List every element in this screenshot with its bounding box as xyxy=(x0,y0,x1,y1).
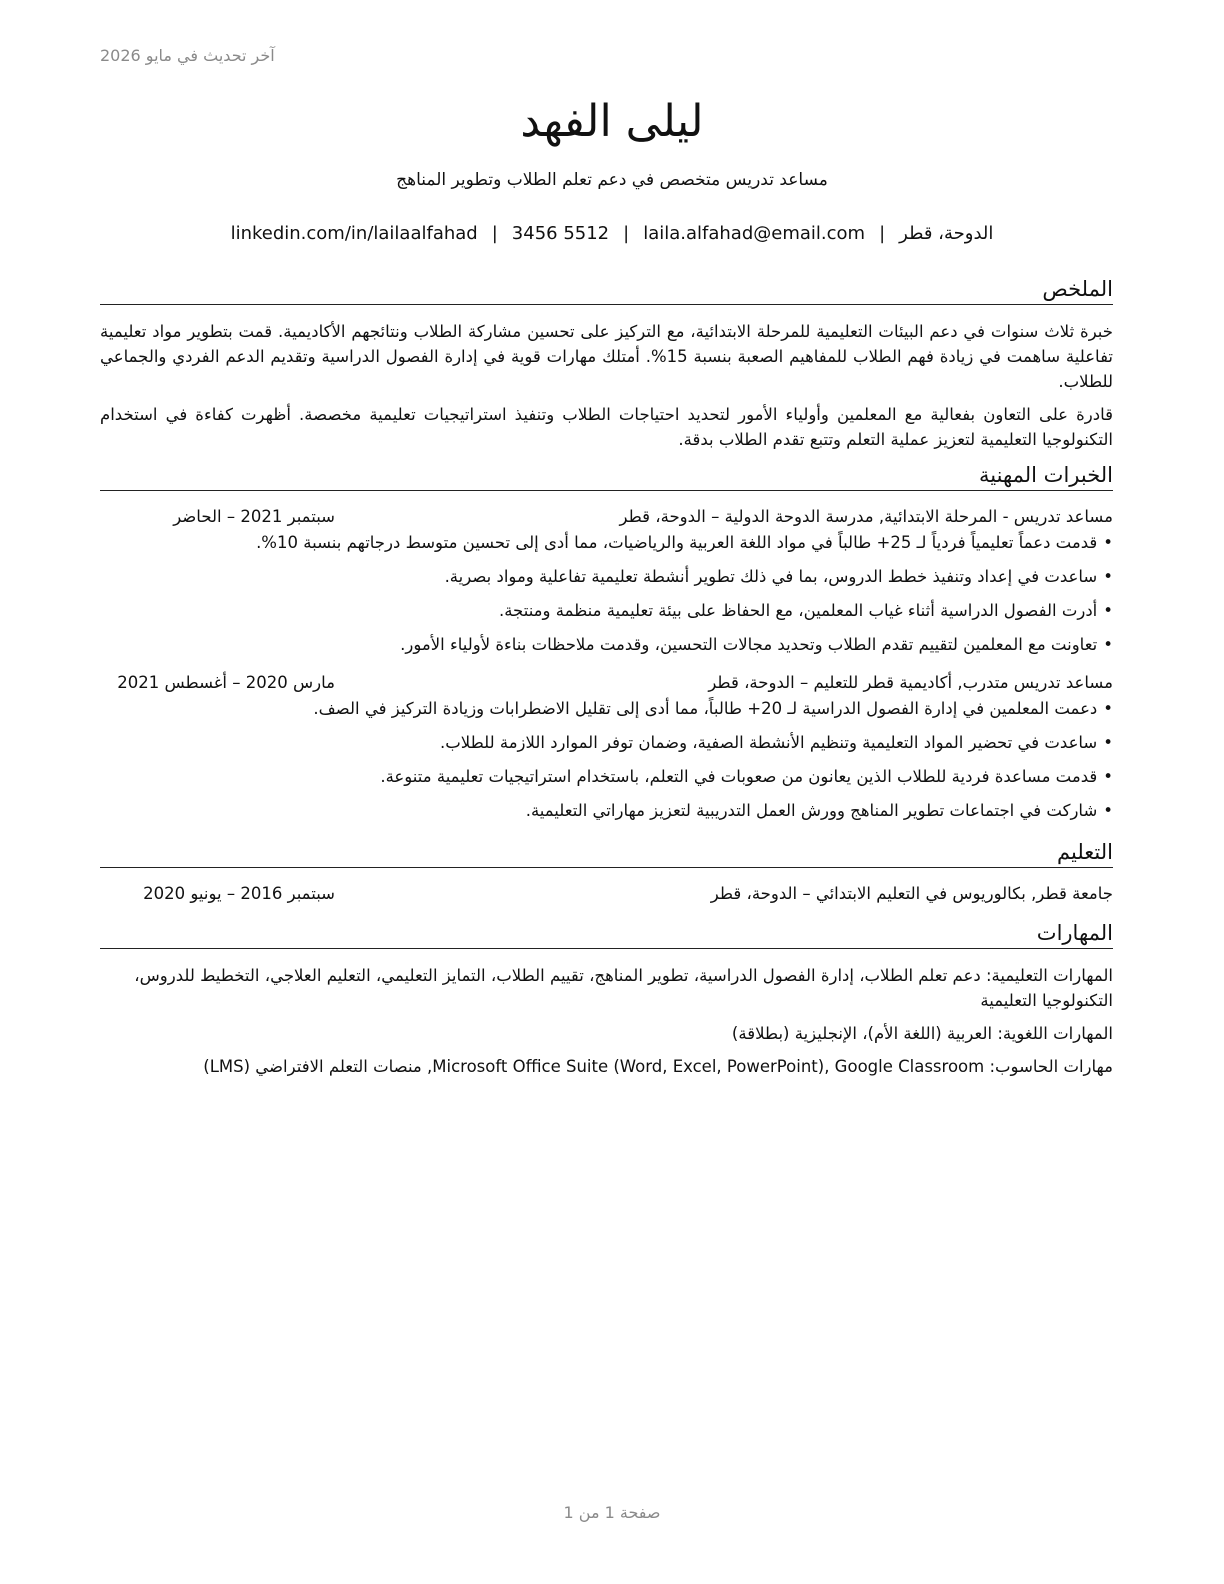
bullet-text: أدرت الفصول الدراسية أثناء غياب المعلمين، مع الحفاظ على بيئة تعليمية منظمة ومنتجة. xyxy=(498,601,1098,620)
list-item: •دعمت المعلمين في إدارة الفصول الدراسية لـ 20+ طالباً، مما أدى إلى تقليل الاضطرابات وزيادة التركيز في الصف. xyxy=(313,699,1113,718)
list-item: •ساعدت في تحضير المواد التعليمية وتنظيم الأنشطة الصفية، وضمان توفر الموارد اللازمة للطلاب. xyxy=(439,733,1113,752)
education-section xyxy=(100,837,1113,906)
resume-body xyxy=(100,274,1113,1087)
job-dates: مارس 2020 – أغسطس 2021 xyxy=(117,673,335,692)
bullet-text: تعاونت مع المعلمين لتقييم تقدم الطلاب وتحديد مجالات التحسين، وقدمت ملاحظات بناءة لأولياء الأمور. xyxy=(400,635,1098,654)
job-header xyxy=(100,671,1113,695)
contact-email[interactable]: laila.alfahad@email.com xyxy=(643,223,866,244)
contact-separator: | xyxy=(623,223,630,244)
skills-section xyxy=(100,918,1113,1079)
job-title: مساعد تدريس - المرحلة الابتدائية, مدرسة الدوحة الدولية – الدوحة، قطر xyxy=(619,507,1113,526)
last-updated-text: آخر تحديث في مايو 2026 xyxy=(100,46,275,65)
summary-paragraph: خبرة ثلاث سنوات في دعم البيئات التعليمية للمرحلة الابتدائية، مع التركيز على تحسين مشاركة الطلاب ونتائجهم الأكاديمية. قمت بتطوير مواد تعليمية تفاعلية ساهمت في زيادة فهم الطلاب للمفاهيم الصعبة بنسبة 15%. أمتلك مهارات قوية في إدارة الفصول الدراسية وتقديم الدعم الفردي والجماعي للطلاب. xyxy=(100,322,1114,391)
bullet-text: دعمت المعلمين في إدارة الفصول الدراسية لـ 20+ طالباً، مما أدى إلى تقليل الاضطرابات وزيادة التركيز في الصف. xyxy=(313,699,1098,718)
list-item: •شاركت في اجتماعات تطوير المناهج وورش العمل التدريبية لتعزيز مهاراتي التعليمية. xyxy=(525,801,1113,820)
summary-heading: الملخص xyxy=(100,274,1113,305)
contact-phone[interactable]: 3456 5512 xyxy=(511,223,610,244)
list-item: •ساعدت في إعداد وتنفيذ خطط الدروس، بما في ذلك تطوير أنشطة تعليمية تفاعلية ومواد بصرية. xyxy=(444,567,1113,586)
experience-heading: الخبرات المهنية xyxy=(100,460,1113,491)
contact-separator: | xyxy=(491,223,498,244)
tagline: مساعد تدريس متخصص في دعم تعلم الطلاب وتطوير المناهج xyxy=(396,170,828,190)
bullet-text: قدمت دعماً تعليمياً فردياً لـ 25+ طالباً في مواد اللغة العربية والرياضيات، مما أدى إلى تحسين متوسط درجاتهم بنسبة 10%. xyxy=(256,533,1098,552)
experience-section xyxy=(100,460,1113,823)
job-dates: سبتمبر 2021 – الحاضر xyxy=(173,507,335,526)
education-heading: التعليم xyxy=(100,837,1113,868)
bullet-text: قدمت مساعدة فردية للطلاب الذين يعانون من صعوبات في التعلم، باستخدام استراتيجيات تعليمية متنوعة. xyxy=(380,767,1098,786)
summary-paragraph: قادرة على التعاون بفعالية مع المعلمين وأولياء الأمور لتحديد احتياجات الطلاب وتنفيذ استراتيجيات تعليمية مخصصة. أظهرت كفاءة في استخدام التكنولوجيا التعليمية لتعزيز عملية التعلم وتتبع تقدم الطلاب بدقة. xyxy=(100,405,1113,449)
summary-section xyxy=(100,274,1113,452)
page-number: صفحة 1 من 1 xyxy=(563,1503,661,1522)
job-bullets xyxy=(100,531,1113,657)
contact-linkedin[interactable]: linkedin.com/in/lailaalfahad xyxy=(230,223,478,244)
list-item: •قدمت مساعدة فردية للطلاب الذين يعانون من صعوبات في التعلم، باستخدام استراتيجيات تعليمية متنوعة. xyxy=(380,767,1113,786)
bullet-text: ساعدت في إعداد وتنفيذ خطط الدروس، بما في ذلك تطوير أنشطة تعليمية تفاعلية ومواد بصرية. xyxy=(444,567,1098,586)
job-bullets xyxy=(100,697,1113,823)
list-item: •تعاونت مع المعلمين لتقييم تقدم الطلاب وتحديد مجالات التحسين، وقدمت ملاحظات بناءة لأولياء الأمور. xyxy=(400,635,1113,654)
job-entry xyxy=(100,505,1113,657)
list-item: •قدمت دعماً تعليمياً فردياً لـ 25+ طالباً في مواد اللغة العربية والرياضيات، مما أدى إلى تحسين متوسط درجاتهم بنسبة 10%. xyxy=(256,533,1113,552)
list-item: •أدرت الفصول الدراسية أثناء غياب المعلمين، مع الحفاظ على بيئة تعليمية منظمة ومنتجة. xyxy=(498,601,1113,620)
skills-line: المهارات اللغوية: العربية (اللغة الأم)، الإنجليزية (بطلاقة) xyxy=(731,1024,1113,1043)
job-header xyxy=(100,505,1113,529)
contact-location: الدوحة، قطر xyxy=(899,223,994,244)
bullet-text: ساعدت في تحضير المواد التعليمية وتنظيم الأنشطة الصفية، وضمان توفر الموارد اللازمة للطلاب. xyxy=(439,733,1098,752)
job-entry xyxy=(100,671,1113,823)
skills-line: المهارات التعليمية: دعم تعلم الطلاب، إدارة الفصول الدراسية، تطوير المناهج، تقييم الطلاب، التمايز التعليمي، التعليم العلاجي، التخطيط للدروس، التكنولوجيا التعليمية xyxy=(134,966,1113,1010)
skills-line: مهارات الحاسوب: Microsoft Office Suite (Word, Excel, PowerPoint), Google Classroom, منصات التعلم الافتراضي (LMS) xyxy=(203,1057,1113,1076)
education-title: جامعة قطر, بكالوريوس في التعليم الابتدائي – الدوحة، قطر xyxy=(710,884,1113,903)
bullet-text: شاركت في اجتماعات تطوير المناهج وورش العمل التدريبية لتعزيز مهاراتي التعليمية. xyxy=(525,801,1098,820)
job-title: مساعد تدريس متدرب, أكاديمية قطر للتعليم – الدوحة، قطر xyxy=(708,673,1113,692)
education-dates: سبتمبر 2016 – يونيو 2020 xyxy=(143,884,335,903)
education-entry xyxy=(100,882,1113,906)
contact-line xyxy=(0,223,1224,244)
candidate-name: ليلى الفهد xyxy=(520,96,704,147)
contact-separator: | xyxy=(879,223,886,244)
skills-heading: المهارات xyxy=(100,918,1113,949)
